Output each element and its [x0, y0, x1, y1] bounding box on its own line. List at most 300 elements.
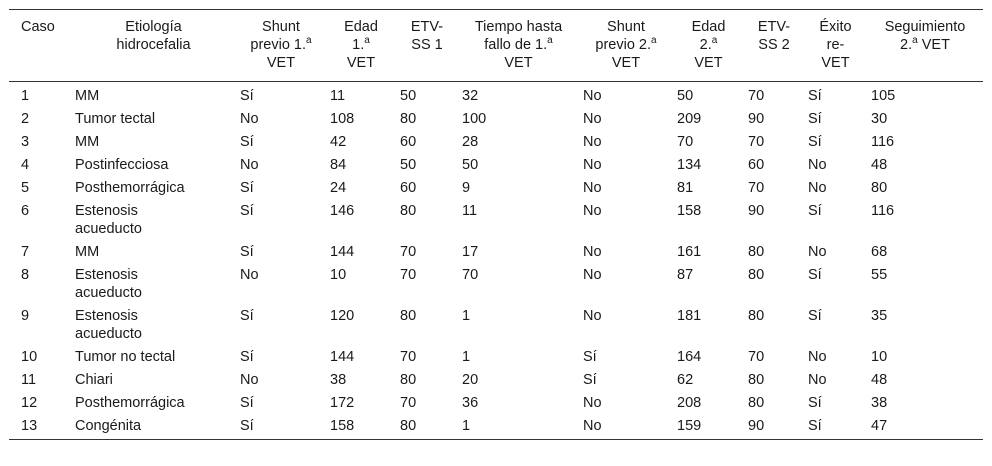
cell-text: No	[583, 418, 602, 434]
cell-text: 81	[677, 180, 694, 196]
header-line: VET	[346, 55, 376, 71]
table-cell	[673, 415, 744, 440]
header-line: SS 1	[411, 37, 443, 53]
cell-text: 100	[462, 111, 487, 127]
table-row	[9, 82, 983, 108]
table-cell	[579, 154, 673, 177]
cell-text: 3	[21, 134, 30, 150]
table-cell	[673, 392, 744, 415]
table-cell	[9, 108, 71, 131]
table-cell	[673, 305, 744, 346]
table-cell	[71, 346, 236, 369]
table-cell	[673, 177, 744, 200]
cell-text: Sí	[240, 349, 254, 365]
cell-text: 60	[400, 180, 417, 196]
table-cell	[804, 154, 867, 177]
table-cell	[673, 369, 744, 392]
table-cell	[9, 264, 71, 305]
col-header-edad-2	[673, 10, 744, 82]
table-cell	[9, 154, 71, 177]
cell-text: 38	[871, 395, 888, 411]
table-cell	[326, 369, 396, 392]
table-cell	[744, 108, 804, 131]
header-line: Edad	[344, 19, 378, 35]
cell-text: Sí	[240, 308, 254, 324]
cell-text: 10	[330, 267, 347, 283]
table-cell	[396, 415, 458, 440]
col-header-caso	[9, 10, 71, 82]
cell-text: 8	[21, 267, 30, 283]
cell-text: 70	[748, 349, 765, 365]
table-cell	[804, 108, 867, 131]
cell-text: 90	[748, 111, 765, 127]
table-cell	[867, 241, 983, 264]
cell-text: No	[583, 395, 602, 411]
table-cell	[236, 392, 326, 415]
cell-text: No	[583, 180, 602, 196]
cell-text: 13	[21, 418, 38, 434]
table-cell	[458, 305, 579, 346]
cell-text: No	[240, 372, 259, 388]
table-cell	[867, 264, 983, 305]
cell-text: 134	[677, 157, 702, 173]
cell-text: 11	[21, 372, 37, 388]
table-cell	[326, 346, 396, 369]
table-cell	[804, 392, 867, 415]
cell-text: 50	[677, 88, 694, 104]
cell-text: MM	[75, 88, 100, 104]
cell-text: No	[583, 203, 602, 219]
table-row	[9, 305, 983, 346]
cell-text: No	[583, 134, 602, 150]
cell-text: 84	[330, 157, 347, 173]
table-cell	[9, 346, 71, 369]
table-cell	[579, 131, 673, 154]
cell-text: No	[583, 88, 602, 104]
cell-text: Sí	[583, 372, 597, 388]
table-cell	[396, 346, 458, 369]
cell-text: Sí	[240, 88, 254, 104]
table-cell	[236, 177, 326, 200]
cell-text: 144	[330, 244, 355, 260]
cell-text: 70	[462, 267, 479, 283]
table-cell	[804, 305, 867, 346]
cell-text: 181	[677, 308, 702, 324]
cell-text: 120	[330, 308, 355, 324]
cell-text: Tumor tectal	[75, 111, 156, 127]
table-cell	[9, 177, 71, 200]
cell-text: 62	[677, 372, 694, 388]
cell-text: Sí	[240, 244, 254, 260]
table-cell	[673, 241, 744, 264]
cell-text: No	[240, 267, 259, 283]
cell-text: 38	[330, 372, 347, 388]
cell-text: 70	[748, 180, 765, 196]
table-row	[9, 369, 983, 392]
cell-text: No	[583, 244, 602, 260]
table-cell	[71, 305, 236, 346]
table-cell	[744, 415, 804, 440]
cell-text: Postinfecciosa	[75, 157, 169, 173]
table-body	[9, 82, 983, 440]
table-cell	[9, 369, 71, 392]
cell-text: 80	[748, 395, 765, 411]
table-cell	[458, 82, 579, 108]
cell-text: 11	[330, 88, 346, 104]
table-cell	[236, 241, 326, 264]
cell-text: 70	[748, 88, 765, 104]
table-cell	[867, 177, 983, 200]
table-row	[9, 177, 983, 200]
table-cell	[744, 82, 804, 108]
cell-text: acueducto	[75, 326, 142, 342]
cell-text: 70	[748, 134, 765, 150]
table-cell	[867, 392, 983, 415]
table-cell	[458, 108, 579, 131]
cell-text: No	[240, 157, 259, 173]
table-row	[9, 108, 983, 131]
cell-text: 60	[400, 134, 417, 150]
header-row	[9, 10, 983, 82]
cell-text: 70	[677, 134, 694, 150]
table-cell	[236, 200, 326, 241]
table-cell	[867, 415, 983, 440]
cell-text: Sí	[240, 418, 254, 434]
header-line: 2.$^a$	[699, 35, 718, 53]
table-row	[9, 415, 983, 440]
table-cell	[9, 392, 71, 415]
cell-text: MM	[75, 134, 100, 150]
table-cell	[396, 177, 458, 200]
table-cell	[9, 131, 71, 154]
cell-text: 80	[748, 244, 765, 260]
table-row	[9, 264, 983, 305]
cell-text: 116	[871, 134, 895, 150]
cell-text: Sí	[583, 349, 597, 365]
table-cell	[579, 241, 673, 264]
cell-text: 87	[677, 267, 694, 283]
header-line: Tiempo hasta	[474, 19, 563, 35]
table-cell	[867, 369, 983, 392]
table-cell	[396, 131, 458, 154]
table-cell	[396, 392, 458, 415]
table-cell	[744, 154, 804, 177]
header-line: 2.$^a$ VET	[900, 35, 950, 53]
cell-text: 11	[462, 203, 478, 219]
header-line: Seguimiento	[884, 19, 966, 35]
table-cell	[396, 108, 458, 131]
cell-text: 159	[677, 418, 702, 434]
cell-text: Posthemorrágica	[75, 395, 185, 411]
header-line: ETV-	[410, 19, 444, 35]
cell-text: Estenosis	[75, 203, 138, 219]
cell-text: Sí	[240, 180, 254, 196]
col-header-exito-revet	[804, 10, 867, 82]
cell-text: 90	[748, 203, 765, 219]
cell-text: 209	[677, 111, 702, 127]
table-cell	[804, 241, 867, 264]
table-cell	[804, 415, 867, 440]
header-line: Éxito	[819, 19, 852, 35]
cell-text: Sí	[808, 308, 822, 324]
table-cell	[579, 346, 673, 369]
cell-text: 1	[462, 308, 471, 324]
table-cell	[744, 131, 804, 154]
table-cell	[673, 108, 744, 131]
table-cell	[396, 369, 458, 392]
table-cell	[579, 200, 673, 241]
table-cell	[326, 200, 396, 241]
cell-text: 17	[462, 244, 479, 260]
cell-text: 10	[21, 349, 38, 365]
table-container	[9, 9, 983, 440]
col-header-etiologia	[71, 10, 236, 82]
col-header-seguimiento	[867, 10, 983, 82]
table-cell	[744, 264, 804, 305]
header-line: SS 2	[758, 37, 790, 53]
col-header-shunt-previo-1	[236, 10, 326, 82]
table-cell	[804, 177, 867, 200]
table-cell	[673, 200, 744, 241]
cell-text: Sí	[808, 418, 822, 434]
header-line: previo 2.$^a$	[595, 35, 657, 53]
table-cell	[326, 415, 396, 440]
cell-text: Chiari	[75, 372, 113, 388]
table-row	[9, 392, 983, 415]
cell-text: Tumor no tectal	[75, 349, 176, 365]
header-line: Caso	[21, 19, 55, 35]
col-header-etv-ss-1	[396, 10, 458, 82]
cell-text: Estenosis	[75, 308, 138, 324]
cell-text: 10	[871, 349, 888, 365]
cell-text: MM	[75, 244, 100, 260]
cell-text: 80	[871, 180, 888, 196]
cell-text: 47	[871, 418, 888, 434]
table-cell	[236, 305, 326, 346]
table-cell	[396, 305, 458, 346]
cell-text: Sí	[240, 203, 254, 219]
table-cell	[9, 200, 71, 241]
cell-text: Sí	[808, 88, 822, 104]
cell-text: 80	[748, 308, 765, 324]
table-cell	[579, 82, 673, 108]
table-cell	[579, 415, 673, 440]
table-cell	[744, 241, 804, 264]
table-cell	[867, 82, 983, 108]
table-cell	[867, 154, 983, 177]
cell-text: 6	[21, 203, 30, 219]
table-cell	[867, 200, 983, 241]
cell-text: 164	[677, 349, 702, 365]
cell-text: 70	[400, 244, 417, 260]
table-cell	[458, 346, 579, 369]
table-cell	[326, 264, 396, 305]
cell-text: Posthemorrágica	[75, 180, 185, 196]
col-header-tiempo-fallo	[458, 10, 579, 82]
table-cell	[867, 305, 983, 346]
cell-text: 80	[400, 308, 417, 324]
cell-text: Sí	[808, 267, 822, 283]
table-cell	[71, 369, 236, 392]
cell-text: 50	[400, 157, 417, 173]
cell-text: 24	[330, 180, 347, 196]
table-cell	[804, 82, 867, 108]
cell-text: 7	[21, 244, 30, 260]
cell-text: 208	[677, 395, 702, 411]
cell-text: 60	[748, 157, 765, 173]
cell-text: No	[808, 244, 827, 260]
table-cell	[579, 177, 673, 200]
table-cell	[458, 154, 579, 177]
table-cell	[744, 346, 804, 369]
cell-text: 80	[400, 372, 417, 388]
cell-text: 1	[462, 418, 471, 434]
cell-text: No	[240, 111, 259, 127]
col-header-edad-1	[326, 10, 396, 82]
table-cell	[579, 369, 673, 392]
cell-text: 70	[400, 349, 417, 365]
table-cell	[326, 241, 396, 264]
cell-text: 2	[21, 111, 30, 127]
table-cell	[396, 82, 458, 108]
table-cell	[458, 200, 579, 241]
header-line: VET	[611, 55, 641, 71]
cell-text: 68	[871, 244, 888, 260]
cell-text: 80	[748, 372, 765, 388]
cell-text: acueducto	[75, 285, 142, 301]
cell-text: 108	[330, 111, 355, 127]
table-cell	[458, 415, 579, 440]
cell-text: 32	[462, 88, 479, 104]
cell-text: No	[808, 180, 827, 196]
cell-text: 9	[462, 180, 471, 196]
table-cell	[458, 131, 579, 154]
table-cell	[71, 241, 236, 264]
cell-text: 20	[462, 372, 479, 388]
table-cell	[326, 154, 396, 177]
col-header-etv-ss-2	[744, 10, 804, 82]
table-cell	[326, 392, 396, 415]
table-cell	[71, 108, 236, 131]
cell-text: 70	[400, 395, 417, 411]
table-cell	[458, 264, 579, 305]
cell-text: 116	[871, 203, 895, 219]
table-cell	[744, 305, 804, 346]
header-line: VET	[504, 55, 533, 71]
cell-text: Congénita	[75, 418, 142, 434]
table-row	[9, 346, 983, 369]
table-cell	[326, 305, 396, 346]
cell-text: No	[583, 308, 602, 324]
cell-text: 158	[330, 418, 355, 434]
header-line: 1.$^a$	[352, 35, 370, 53]
table-cell	[579, 392, 673, 415]
cell-text: 161	[677, 244, 702, 260]
table-cell	[71, 131, 236, 154]
cell-text: acueducto	[75, 221, 142, 237]
cell-text: Sí	[808, 395, 822, 411]
table-cell	[236, 131, 326, 154]
table-row	[9, 200, 983, 241]
table-cell	[71, 200, 236, 241]
table-cell	[71, 82, 236, 108]
cell-text: 30	[871, 111, 888, 127]
table-cell	[396, 264, 458, 305]
table-row	[9, 241, 983, 264]
table-cell	[396, 154, 458, 177]
table-cell	[673, 131, 744, 154]
table-cell	[804, 264, 867, 305]
cell-text: 70	[400, 267, 417, 283]
table-cell	[804, 346, 867, 369]
cell-text: 28	[462, 134, 479, 150]
header-line: VET	[266, 55, 296, 71]
table-cell	[396, 241, 458, 264]
header-line: re-	[826, 37, 845, 53]
table-cell	[326, 82, 396, 108]
col-header-shunt-previo-2	[579, 10, 673, 82]
cell-text: 90	[748, 418, 765, 434]
cell-text: Sí	[808, 111, 822, 127]
table-cell	[326, 108, 396, 131]
cell-text: 105	[871, 88, 896, 104]
cell-text: 80	[400, 203, 417, 219]
table-cell	[9, 305, 71, 346]
cell-text: 146	[330, 203, 355, 219]
table-cell	[236, 108, 326, 131]
header-line: VET	[694, 55, 723, 71]
cell-text: No	[583, 111, 602, 127]
table-cell	[744, 392, 804, 415]
table-cell	[71, 392, 236, 415]
cell-text: 50	[462, 157, 479, 173]
cell-text: Sí	[240, 134, 254, 150]
table-cell	[867, 131, 983, 154]
cell-text: 48	[871, 157, 888, 173]
table-cell	[673, 154, 744, 177]
cell-text: 172	[330, 395, 355, 411]
table-cell	[9, 82, 71, 108]
table-cell	[673, 264, 744, 305]
table-cell	[458, 392, 579, 415]
cell-text: 4	[21, 157, 30, 173]
table-cell	[9, 415, 71, 440]
cell-text: 80	[400, 111, 417, 127]
cell-text: No	[808, 349, 827, 365]
cell-text: 36	[462, 395, 479, 411]
cell-text: Sí	[808, 134, 822, 150]
table-cell	[71, 177, 236, 200]
cell-text: 55	[871, 267, 888, 283]
cell-text: 158	[677, 203, 702, 219]
cell-text: No	[808, 372, 827, 388]
table-cell	[804, 131, 867, 154]
header-line: previo 1.$^a$	[250, 35, 312, 53]
cell-text: No	[583, 267, 602, 283]
table-cell	[458, 369, 579, 392]
cell-text: 1	[21, 88, 30, 104]
table-cell	[673, 346, 744, 369]
cell-text: No	[808, 157, 827, 173]
cell-text: 35	[871, 308, 888, 324]
header-line: Shunt	[262, 19, 300, 35]
table-cell	[744, 369, 804, 392]
table-cell	[867, 108, 983, 131]
table-cell	[458, 177, 579, 200]
header-line: hidrocefalia	[116, 37, 191, 53]
cell-text: 50	[400, 88, 417, 104]
data-table	[9, 9, 983, 440]
